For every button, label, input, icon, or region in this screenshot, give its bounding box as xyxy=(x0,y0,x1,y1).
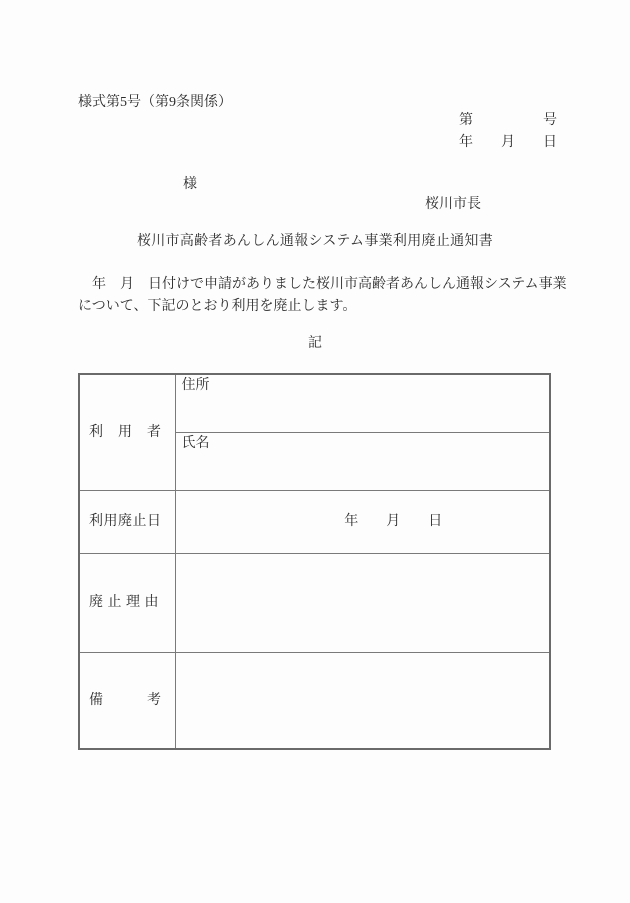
abolition-date-label-cell: 利用廃止日 xyxy=(79,490,175,553)
form-number: 様式第5号（第9条関係） xyxy=(78,95,232,110)
body-paragraph xyxy=(78,274,578,318)
form-table xyxy=(78,373,551,750)
remarks-blank-cell xyxy=(175,652,550,749)
table-row-reason xyxy=(79,553,550,652)
address-cell: 住所 xyxy=(175,374,550,432)
addressee-suffix: 様 xyxy=(183,177,197,192)
user-label-cell: 利 用 者 xyxy=(79,374,175,490)
abolition-date-value-cell: 年 月 日 xyxy=(175,490,550,553)
body-line-2: について、下記のとおり利用を廃止します。 xyxy=(78,299,357,314)
table-row-remarks xyxy=(79,652,550,749)
remarks-label-cell: 備 考 xyxy=(79,652,175,749)
document-title: 桜川市高齢者あんしん通報システム事業利用廃止通知書 xyxy=(136,234,494,249)
reason-blank-cell xyxy=(175,553,550,652)
document-number-line: 第 号 xyxy=(459,113,557,128)
body-line-1: 年 月 日付けで申請がありました桜川市高齢者あんしん通報システム事業 xyxy=(78,277,567,292)
sender-name: 桜川市長 xyxy=(425,197,481,212)
table-row-user-address xyxy=(79,374,550,432)
document-date-line: 年 月 日 xyxy=(459,135,557,150)
name-cell: 氏名 xyxy=(175,432,550,490)
reason-label-cell: 廃 止 理 由 xyxy=(79,553,175,652)
table-row-abolition-date xyxy=(79,490,550,553)
ki-marker: 記 xyxy=(308,336,322,351)
